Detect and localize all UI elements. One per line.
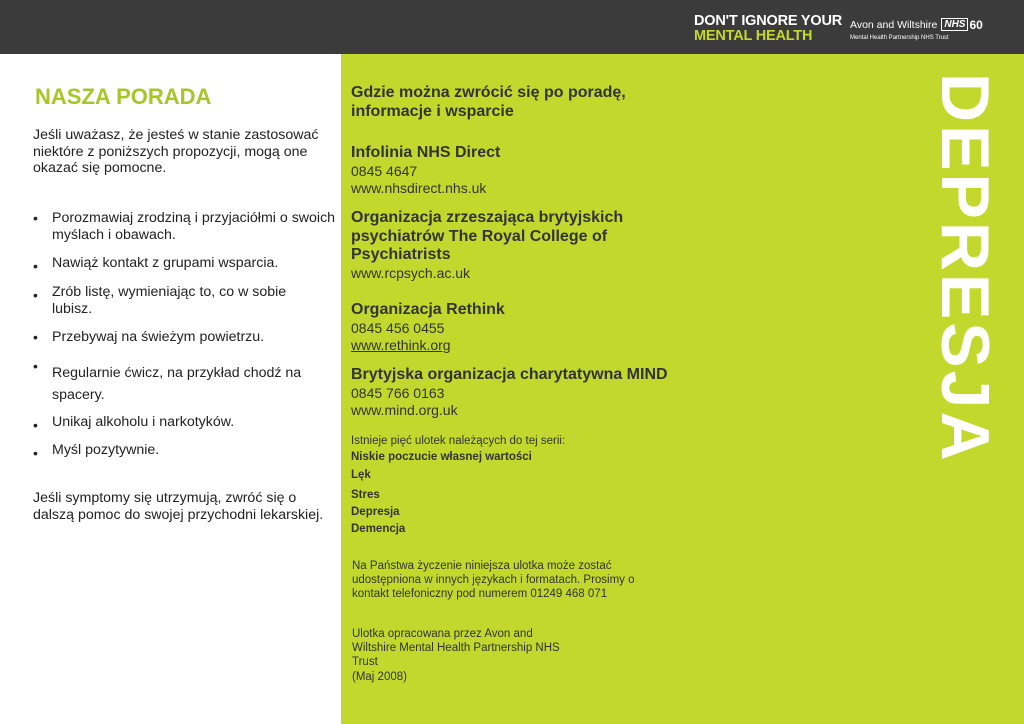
campaign-line-1: DON'T IGNORE YOUR xyxy=(694,13,843,29)
advice-bullet-text: Myśl pozytywnie. xyxy=(52,442,160,458)
help-heading: Gdzie można zwrócić się po poradę, informacje i wsparcie xyxy=(351,84,626,120)
org-website-link[interactable]: www.mind.org.uk xyxy=(351,401,458,418)
advice-panel xyxy=(0,54,341,724)
org-royal-college xyxy=(351,209,651,282)
trust-subline: Mental Health Partnership NHS Trust xyxy=(850,35,949,41)
org-website-link[interactable]: www.rcpsych.ac.uk xyxy=(351,264,471,281)
org-website-link[interactable]: www.rethink.org xyxy=(351,336,451,353)
bullet-dot-icon: • xyxy=(33,445,38,461)
org-name: Organizacja zrzeszająca brytyjskich psychiatrów The Royal College of Psychiatrists xyxy=(351,209,624,263)
advice-bullet xyxy=(33,414,342,431)
help-panel xyxy=(341,54,1024,724)
series-item: Niskie poczucie własnej wartości xyxy=(351,451,532,463)
advice-bullet xyxy=(33,329,342,346)
nhs-anniversary-number: 60 xyxy=(969,17,983,32)
org-phone: 0845 4647 xyxy=(351,162,418,179)
advice-bullet xyxy=(33,255,342,272)
advice-bullet xyxy=(33,284,297,317)
org-website-link[interactable]: www.nhsdirect.nhs.uk xyxy=(351,179,487,196)
series-intro: Istnieje pięć ulotek należących do tej serii: xyxy=(351,435,566,447)
series-item: Lęk xyxy=(351,469,371,481)
header-bar xyxy=(0,0,1024,54)
org-name: Infolinia NHS Direct xyxy=(351,144,501,161)
vertical-title xyxy=(915,72,1015,464)
bullet-dot-icon: • xyxy=(33,258,38,274)
advice-bullet xyxy=(33,442,342,459)
date-note: (Maj 2008) xyxy=(352,671,407,683)
org-name: Organizacja Rethink xyxy=(351,301,505,318)
advice-outro: Jeśli symptomy się utrzymują, zwróć się o dalszą pomoc do swojej przychodni lekarskiej. xyxy=(33,490,324,523)
advice-bullet xyxy=(33,210,342,243)
bullet-dot-icon: • xyxy=(33,210,38,226)
org-name: Brytyjska organizacja charytatywna MIND xyxy=(351,366,668,383)
bullet-dot-icon: • xyxy=(33,329,38,345)
bullet-dot-icon: • xyxy=(33,287,38,303)
series-item: Depresja xyxy=(351,506,400,518)
vertical-title-text: DEPRESJA xyxy=(927,72,1003,464)
request-note: Na Państwa życzenie niniejsza ulotka może zostać udostępniona w innych językach i formatach. Prosimy o kontakt telefoniczny pod numerem 01249 468 071 xyxy=(352,560,635,600)
trust-logo xyxy=(850,16,983,41)
advice-bullet-text: Porozmawiaj zrodziną i przyjaciółmi o swoich myślach i obawach. xyxy=(52,210,336,243)
advice-bullet-text: Regularnie ćwicz, na przykład chodź na spacery. xyxy=(52,365,302,403)
org-rethink xyxy=(351,301,711,354)
series-item: Stres xyxy=(351,489,380,501)
campaign-line-2: MENTAL HEALTH xyxy=(694,28,813,44)
series-item: Demencja xyxy=(351,523,406,535)
advice-title: NASZA PORADA xyxy=(35,84,212,109)
org-phone: 0845 766 0163 xyxy=(351,384,445,401)
advice-bullet-text: Nawiąż kontakt z grupami wsparcia. xyxy=(52,255,279,271)
advice-bullet-text: Zrób listę, wymieniając to, co w sobie lubisz. xyxy=(52,284,287,317)
org-phone: 0845 456 0455 xyxy=(351,319,445,336)
advice-bullet xyxy=(33,358,302,406)
org-mind xyxy=(351,366,711,419)
org-nhs-direct xyxy=(351,144,711,197)
nhs-logo: NHS xyxy=(941,18,968,31)
advice-bullet-text: Unikaj alkoholu i narkotyków. xyxy=(52,414,235,430)
advice-intro: Jeśli uważasz, że jesteś w stanie zastosować niektóre z poniższych propozycji, mogą one okazać się pomocne. xyxy=(33,127,319,176)
advice-bullet-text: Przebywaj na świeżym powietrzu. xyxy=(52,329,265,345)
campaign-logo xyxy=(694,14,842,44)
credit-note: Ulotka opracowana przez Avon and Wiltshire Mental Health Partnership NHS Trust xyxy=(352,628,560,668)
bullet-dot-icon: • xyxy=(33,417,38,433)
trust-name: Avon and Wiltshire xyxy=(850,18,938,31)
bullet-dot-icon: • xyxy=(33,358,38,374)
